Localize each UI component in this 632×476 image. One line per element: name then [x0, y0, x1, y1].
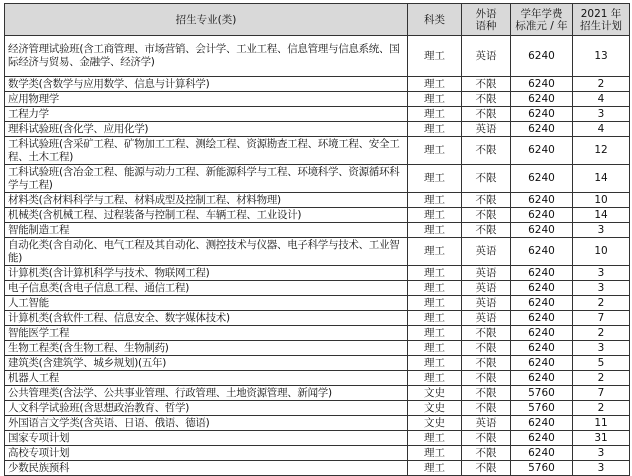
cell-subject: 理工 — [408, 356, 462, 371]
cell-plan: 14 — [573, 165, 630, 193]
table-row — [5, 431, 630, 446]
cell-plan: 31 — [573, 431, 630, 446]
cell-plan: 7 — [573, 386, 630, 401]
cell-name: 工科试验班(含冶金工程、能源与动力工程、新能源科学与工程、环境科学、资源循环科学与工程) — [5, 165, 408, 193]
cell-language: 不限 — [462, 461, 511, 476]
cell-name: 电子信息类(含电子信息工程、通信工程) — [5, 281, 408, 296]
table-row — [5, 238, 630, 266]
cell-plan: 14 — [573, 208, 630, 223]
table-row — [5, 223, 630, 238]
table-row — [5, 92, 630, 107]
cell-plan: 3 — [573, 461, 630, 476]
cell-plan: 12 — [573, 137, 630, 165]
cell-subject: 理工 — [408, 122, 462, 137]
cell-subject: 理工 — [408, 165, 462, 193]
cell-fee: 6240 — [511, 223, 573, 238]
cell-plan: 2 — [573, 371, 630, 386]
cell-plan: 4 — [573, 122, 630, 137]
cell-language: 英语 — [462, 311, 511, 326]
cell-fee: 5760 — [511, 461, 573, 476]
admission-plan-table — [4, 3, 630, 476]
cell-fee: 6240 — [511, 122, 573, 137]
cell-subject: 理工 — [408, 36, 462, 77]
cell-plan: 10 — [573, 238, 630, 266]
cell-fee: 6240 — [511, 281, 573, 296]
cell-plan: 3 — [573, 107, 630, 122]
cell-subject: 理工 — [408, 107, 462, 122]
cell-fee: 6240 — [511, 77, 573, 92]
cell-plan: 3 — [573, 266, 630, 281]
cell-subject: 理工 — [408, 77, 462, 92]
cell-plan: 11 — [573, 416, 630, 431]
cell-fee: 6240 — [511, 107, 573, 122]
cell-fee: 6240 — [511, 137, 573, 165]
cell-language: 不限 — [462, 371, 511, 386]
table-row — [5, 77, 630, 92]
cell-name: 智能医学工程 — [5, 326, 408, 341]
table-row — [5, 356, 630, 371]
cell-fee: 6240 — [511, 36, 573, 77]
table-row — [5, 386, 630, 401]
cell-plan: 2 — [573, 401, 630, 416]
table-row — [5, 326, 630, 341]
cell-name: 数学类(含数学与应用数学、信息与计算科学) — [5, 77, 408, 92]
cell-name: 生物工程类(含生物工程、生物制药) — [5, 341, 408, 356]
cell-fee: 6240 — [511, 165, 573, 193]
cell-language: 英语 — [462, 296, 511, 311]
table-body — [5, 36, 630, 476]
table-row — [5, 281, 630, 296]
cell-name: 应用物理学 — [5, 92, 408, 107]
table-row — [5, 341, 630, 356]
table-row — [5, 107, 630, 122]
cell-subject: 文史 — [408, 401, 462, 416]
cell-language: 不限 — [462, 137, 511, 165]
table-row — [5, 36, 630, 77]
table-row — [5, 311, 630, 326]
cell-name: 机械类(含机械工程、过程装备与控制工程、车辆工程、工业设计) — [5, 208, 408, 223]
cell-plan: 3 — [573, 281, 630, 296]
table-row — [5, 416, 630, 431]
header-major: 招生专业(类) — [5, 4, 408, 36]
table-row — [5, 401, 630, 416]
cell-name: 公共管理类(含法学、公共事业管理、行政管理、土地资源管理、新闻学) — [5, 386, 408, 401]
cell-name: 材料类(含材料科学与工程、材料成型及控制工程、材料物理) — [5, 193, 408, 208]
cell-fee: 6240 — [511, 92, 573, 107]
cell-subject: 理工 — [408, 223, 462, 238]
cell-fee: 6240 — [511, 208, 573, 223]
cell-subject: 理工 — [408, 266, 462, 281]
cell-fee: 5760 — [511, 386, 573, 401]
cell-plan: 13 — [573, 36, 630, 77]
admission-plan-table-container — [4, 3, 630, 476]
cell-name: 人文科学试验班(含思想政治教育、哲学) — [5, 401, 408, 416]
cell-subject: 文史 — [408, 386, 462, 401]
cell-name: 工科试验班(含采矿工程、矿物加工工程、测绘工程、资源勘查工程、环境工程、安全工程、土木工程) — [5, 137, 408, 165]
cell-language: 英语 — [462, 238, 511, 266]
cell-language: 不限 — [462, 326, 511, 341]
cell-fee: 6240 — [511, 311, 573, 326]
cell-subject: 理工 — [408, 193, 462, 208]
cell-subject: 理工 — [408, 326, 462, 341]
cell-name: 工程力学 — [5, 107, 408, 122]
cell-language: 英语 — [462, 36, 511, 77]
cell-name: 理科试验班(含化学、应用化学) — [5, 122, 408, 137]
cell-name: 计算机类(含计算机科学与技术、物联网工程) — [5, 266, 408, 281]
table-header-row — [5, 4, 630, 36]
cell-fee: 6240 — [511, 326, 573, 341]
table-row — [5, 193, 630, 208]
cell-language: 不限 — [462, 356, 511, 371]
cell-plan: 10 — [573, 193, 630, 208]
cell-language: 英语 — [462, 416, 511, 431]
cell-subject: 理工 — [408, 446, 462, 461]
cell-subject: 理工 — [408, 208, 462, 223]
cell-language: 不限 — [462, 208, 511, 223]
header-subject: 科类 — [408, 4, 462, 36]
cell-language: 不限 — [462, 92, 511, 107]
cell-plan: 2 — [573, 296, 630, 311]
cell-fee: 6240 — [511, 341, 573, 356]
cell-language: 不限 — [462, 431, 511, 446]
cell-name: 经济管理试验班(含工商管理、市场营销、会计学、工业工程、信息管理与信息系统、国际经济与贸易、金融学、经济学) — [5, 36, 408, 77]
cell-language: 不限 — [462, 341, 511, 356]
cell-fee: 6240 — [511, 371, 573, 386]
cell-fee: 6240 — [511, 193, 573, 208]
cell-language: 不限 — [462, 107, 511, 122]
cell-subject: 理工 — [408, 311, 462, 326]
cell-fee: 6240 — [511, 266, 573, 281]
table-row — [5, 461, 630, 476]
cell-plan: 2 — [573, 326, 630, 341]
cell-language: 不限 — [462, 401, 511, 416]
cell-plan: 3 — [573, 446, 630, 461]
cell-name: 少数民族预科 — [5, 461, 408, 476]
cell-name: 智能制造工程 — [5, 223, 408, 238]
cell-language: 不限 — [462, 165, 511, 193]
cell-language: 不限 — [462, 77, 511, 92]
cell-language: 不限 — [462, 446, 511, 461]
cell-name: 人工智能 — [5, 296, 408, 311]
cell-subject: 理工 — [408, 296, 462, 311]
table-row — [5, 446, 630, 461]
cell-subject: 理工 — [408, 431, 462, 446]
cell-fee: 6240 — [511, 416, 573, 431]
cell-fee: 6240 — [511, 446, 573, 461]
table-row — [5, 296, 630, 311]
cell-language: 不限 — [462, 386, 511, 401]
cell-subject: 理工 — [408, 371, 462, 386]
cell-subject: 理工 — [408, 92, 462, 107]
cell-plan: 4 — [573, 92, 630, 107]
header-plan: 2021 年 招生计划 — [573, 4, 630, 36]
cell-subject: 文史 — [408, 416, 462, 431]
cell-language: 不限 — [462, 193, 511, 208]
cell-name: 计算机类(含软件工程、信息安全、数字媒体技术) — [5, 311, 408, 326]
cell-fee: 6240 — [511, 431, 573, 446]
table-row — [5, 208, 630, 223]
table-row — [5, 371, 630, 386]
header-language: 外语 语种 — [462, 4, 511, 36]
table-row — [5, 122, 630, 137]
cell-subject: 理工 — [408, 238, 462, 266]
cell-subject: 理工 — [408, 281, 462, 296]
cell-language: 英语 — [462, 122, 511, 137]
cell-language: 不限 — [462, 223, 511, 238]
cell-subject: 理工 — [408, 461, 462, 476]
cell-language: 英语 — [462, 266, 511, 281]
cell-name: 机器人工程 — [5, 371, 408, 386]
cell-subject: 理工 — [408, 137, 462, 165]
cell-plan: 2 — [573, 77, 630, 92]
table-row — [5, 266, 630, 281]
cell-fee: 6240 — [511, 238, 573, 266]
cell-plan: 5 — [573, 356, 630, 371]
cell-plan: 3 — [573, 341, 630, 356]
cell-subject: 理工 — [408, 341, 462, 356]
header-fee: 学年学费 标准元 / 年 — [511, 4, 573, 36]
cell-fee: 6240 — [511, 296, 573, 311]
cell-name: 自动化类(含自动化、电气工程及其自动化、测控技术与仪器、电子科学与技术、工业智能) — [5, 238, 408, 266]
table-row — [5, 165, 630, 193]
cell-plan: 3 — [573, 223, 630, 238]
cell-name: 高校专项计划 — [5, 446, 408, 461]
cell-name: 国家专项计划 — [5, 431, 408, 446]
cell-name: 外国语言文学类(含英语、日语、俄语、德语) — [5, 416, 408, 431]
cell-fee: 5760 — [511, 401, 573, 416]
cell-fee: 6240 — [511, 356, 573, 371]
table-row — [5, 137, 630, 165]
cell-plan: 7 — [573, 311, 630, 326]
cell-language: 英语 — [462, 281, 511, 296]
cell-name: 建筑类(含建筑学、城乡规划)(五年) — [5, 356, 408, 371]
